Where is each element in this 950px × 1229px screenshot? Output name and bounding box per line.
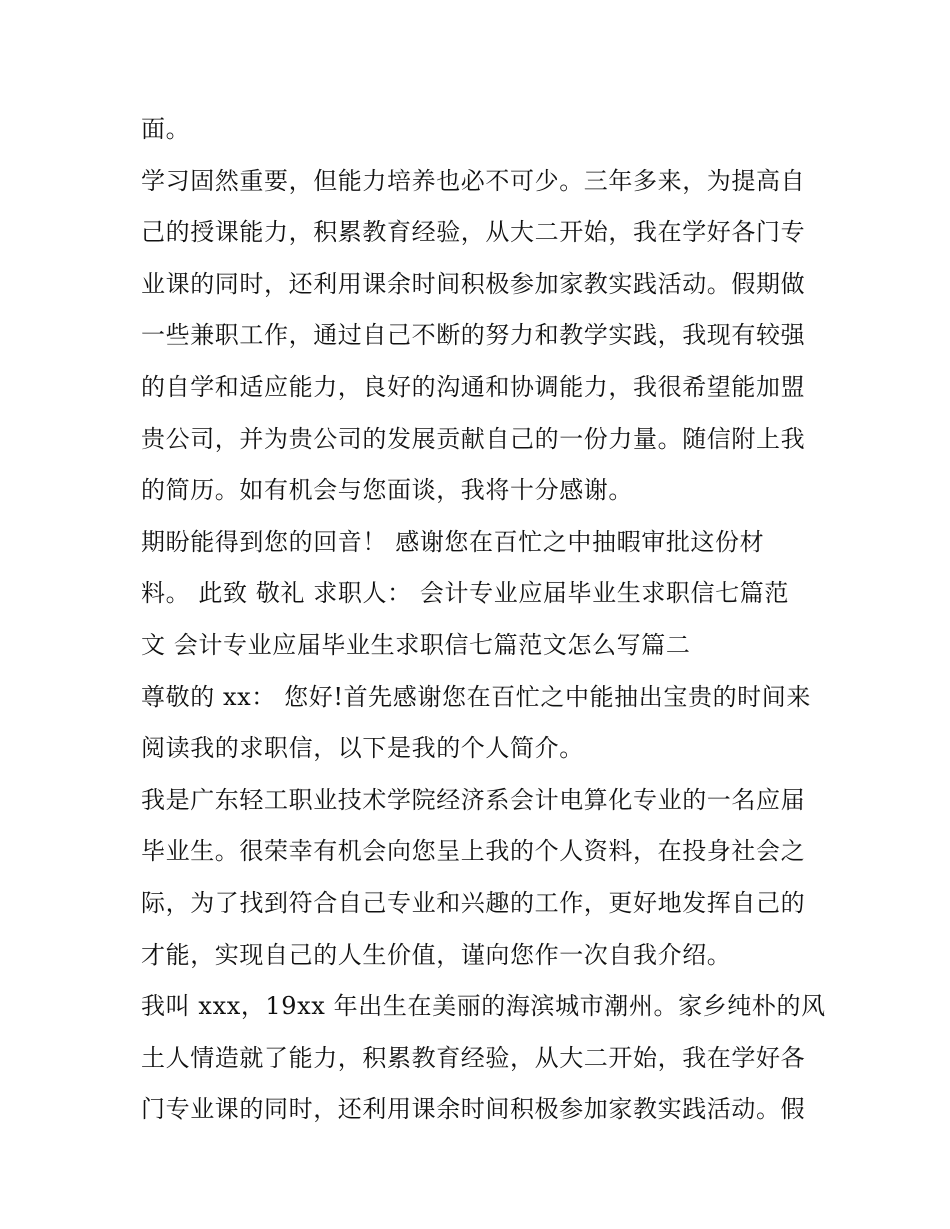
text-line: 业课的同时，还利用课余时间积极参加家教实践活动。假期做	[141, 269, 806, 298]
text-line: 我叫 xxx，19xx 年出生在美丽的海滨城市潮州。家乡纯朴的风	[141, 992, 826, 1021]
text-line: 我是广东轻工职业技术学院经济系会计电算化专业的一名应届	[141, 785, 806, 814]
text-line: 毕业生。很荣幸有机会向您呈上我的个人资料，在投身社会之	[141, 837, 806, 866]
text-line: 土人情造就了能力，积累教育经验，从大二开始，我在学好各	[141, 1043, 806, 1072]
text-line: 贵公司，并为贵公司的发展贡献自己的一份力量。随信附上我	[141, 424, 806, 453]
text-line: 期盼能得到您的回音！ 感谢您在百忙之中抽暇审批这份材	[141, 527, 765, 556]
text-line: 学习固然重要，但能力培养也必不可少。三年多来，为提高自	[141, 166, 806, 195]
text-line: 尊敬的 xx： 您好!首先感谢您在百忙之中能抽出宝贵的时间来	[141, 682, 811, 711]
text-line: 文 会计专业应届毕业生求职信七篇范文怎么写篇二	[141, 630, 691, 659]
text-line: 的自学和适应能力，良好的沟通和协调能力，我很希望能加盟	[141, 372, 806, 401]
text-line: 的简历。如有机会与您面谈，我将十分感谢。	[141, 476, 633, 505]
text-line: 己的授课能力，积累教育经验，从大二开始，我在学好各门专	[141, 218, 806, 247]
document-body	[141, 109, 826, 1141]
text-line: 一些兼职工作，通过自己不断的努力和教学实践，我现有较强	[141, 321, 806, 350]
text-line: 面。	[141, 115, 191, 143]
text-line: 门专业课的同时，还利用课余时间积极参加家教实践活动。假	[141, 1095, 806, 1124]
text-line: 际，为了找到符合自己专业和兴趣的工作，更好地发挥自己的	[141, 888, 806, 917]
text-line: 才能，实现自己的人生价值，谨向您作一次自我介绍。	[141, 940, 732, 969]
text-line: 料。 此致 敬礼 求职人： 会计专业应届毕业生求职信七篇范	[141, 579, 789, 608]
text-line: 阅读我的求职信，以下是我的个人简介。	[141, 734, 584, 763]
